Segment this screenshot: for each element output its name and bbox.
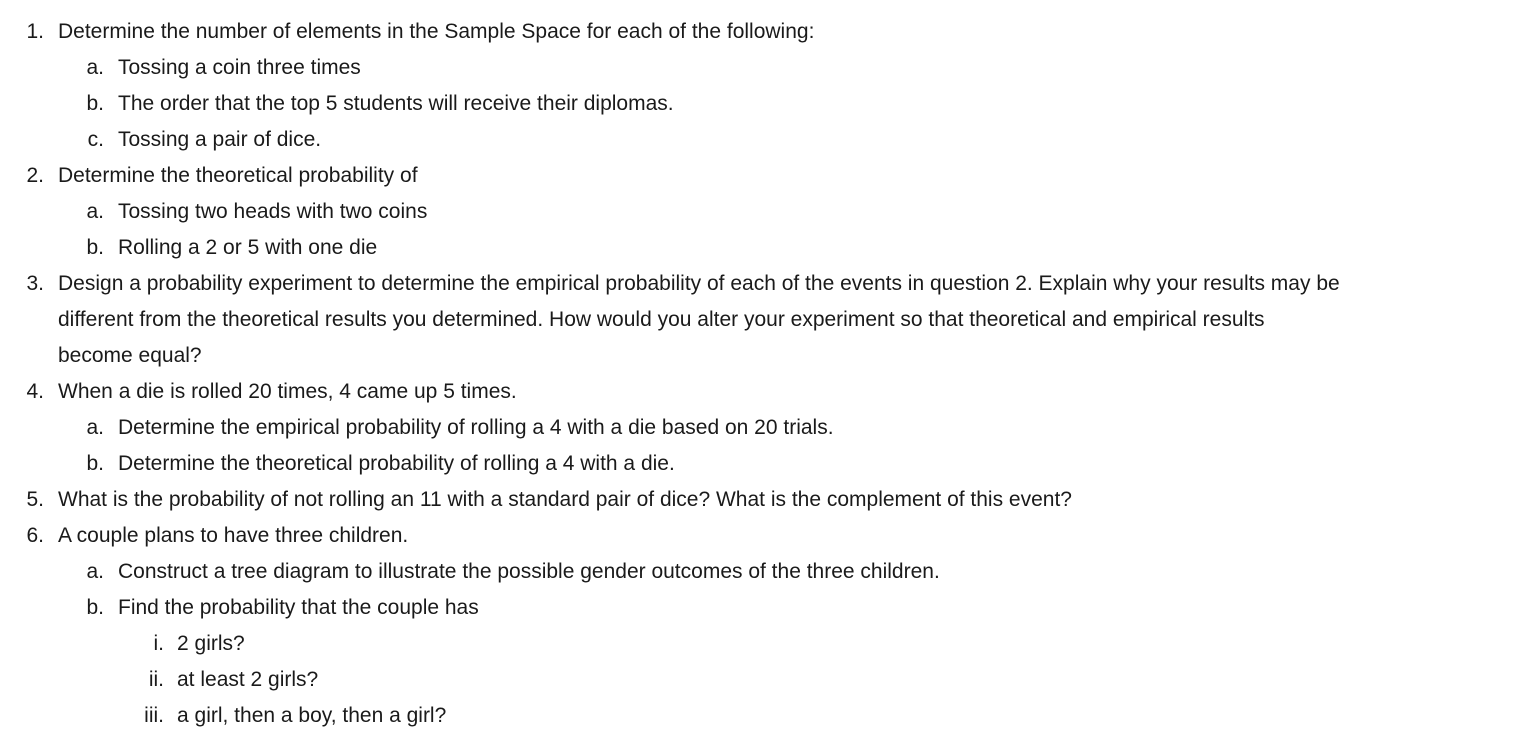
question-5 bbox=[0, 482, 1536, 518]
question-text: A couple plans to have three children. bbox=[58, 524, 409, 547]
question-4 bbox=[0, 374, 1536, 410]
part-label: a. bbox=[86, 56, 104, 79]
question-1-part-a bbox=[0, 50, 1536, 86]
part-text: Determine the empirical probability of rolling a 4 with a die based on 20 trials. bbox=[118, 416, 834, 439]
subpart-label: ii. bbox=[148, 668, 164, 691]
question-2-part-a bbox=[0, 194, 1536, 230]
question-3-continuation bbox=[0, 302, 1536, 338]
part-label: b. bbox=[86, 92, 104, 115]
subpart-label: iii. bbox=[144, 704, 164, 727]
question-2-part-b bbox=[0, 230, 1536, 266]
part-text: Determine the theoretical probability of rolling a 4 with a die. bbox=[118, 452, 675, 475]
question-number: 5. bbox=[26, 488, 44, 511]
question-6-part-b-i bbox=[0, 626, 1536, 662]
question-text: What is the probability of not rolling an 11 with a standard pair of dice? What is the complement of this event? bbox=[58, 488, 1072, 511]
part-text: Rolling a 2 or 5 with one die bbox=[118, 236, 378, 259]
question-number: 6. bbox=[26, 524, 44, 547]
question-6-part-b bbox=[0, 590, 1536, 626]
question-3-continuation bbox=[0, 338, 1536, 374]
question-text-line-3: become equal? bbox=[58, 344, 202, 367]
question-6-part-a bbox=[0, 554, 1536, 590]
part-label: b. bbox=[86, 452, 104, 475]
subpart-label: i. bbox=[153, 632, 164, 655]
subpart-text: 2 girls? bbox=[177, 632, 245, 655]
part-label: a. bbox=[86, 416, 104, 439]
question-6-part-b-iii bbox=[0, 698, 1536, 734]
question-text: Determine the theoretical probability of bbox=[58, 164, 418, 187]
part-text: The order that the top 5 students will receive their diplomas. bbox=[118, 92, 674, 115]
part-text: Find the probability that the couple has bbox=[118, 596, 479, 619]
part-label: c. bbox=[87, 128, 104, 151]
question-6 bbox=[0, 518, 1536, 554]
subpart-text: a girl, then a boy, then a girl? bbox=[177, 704, 447, 727]
question-text: Determine the number of elements in the Sample Space for each of the following: bbox=[58, 20, 815, 43]
question-text: When a die is rolled 20 times, 4 came up 5 times. bbox=[58, 380, 517, 403]
part-text: Tossing a coin three times bbox=[118, 56, 361, 79]
part-text: Tossing two heads with two coins bbox=[118, 200, 428, 223]
part-label: a. bbox=[86, 200, 104, 223]
question-text-line-1: Design a probability experiment to determine the empirical probability of each of the events in question 2. Explain why your results may be bbox=[58, 272, 1340, 295]
question-text-line-2: different from the theoretical results you determined. How would you alter your experiment so that theoretical and empirical results bbox=[58, 308, 1265, 331]
question-number: 2. bbox=[26, 164, 44, 187]
part-label: b. bbox=[86, 596, 104, 619]
part-text: Tossing a pair of dice. bbox=[118, 128, 322, 151]
question-list bbox=[0, 14, 1536, 734]
part-text: Construct a tree diagram to illustrate the possible gender outcomes of the three children. bbox=[118, 560, 940, 583]
question-4-part-b bbox=[0, 446, 1536, 482]
question-3 bbox=[0, 266, 1536, 302]
question-1-part-c bbox=[0, 122, 1536, 158]
question-1-part-b bbox=[0, 86, 1536, 122]
question-number: 4. bbox=[26, 380, 44, 403]
question-4-part-a bbox=[0, 410, 1536, 446]
question-number: 1. bbox=[26, 20, 44, 43]
subpart-text: at least 2 girls? bbox=[177, 668, 319, 691]
question-1 bbox=[0, 14, 1536, 50]
part-label: a. bbox=[86, 560, 104, 583]
question-2 bbox=[0, 158, 1536, 194]
part-label: b. bbox=[86, 236, 104, 259]
question-number: 3. bbox=[26, 272, 44, 295]
question-6-part-b-ii bbox=[0, 662, 1536, 698]
